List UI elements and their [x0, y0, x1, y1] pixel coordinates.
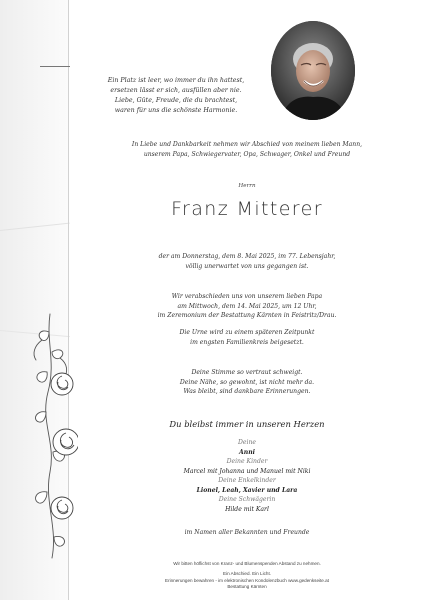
children-names: Marcel mit Johanna und Manuel mit Niki [183, 467, 311, 475]
sister-in-law-name: Hilde mit Karl [225, 505, 269, 513]
grandchildren-label: Deine Enkelkinder [218, 477, 276, 484]
poem-line: Liebe, Güte, Freude, die du brachtest, [114, 96, 238, 104]
children-label: Deine Kinder [226, 458, 268, 465]
wife-label: Deine [238, 439, 256, 446]
urn-line: Die Urne wird zu einem späteren Zeitpunkt [179, 329, 315, 336]
intro-text [70, 140, 424, 159]
closing-verse [70, 368, 424, 397]
poem-line: waren für uns die schönste Harmonie. [114, 106, 238, 114]
footer-request: Wir bitten höflichst von Kranz- und Blumenspenden Abstand zu nehmen. [173, 561, 321, 566]
funeral-line: Wir verabschieden uns von unserem lieben Papa [171, 293, 323, 300]
footer-line: Bestattung Kärnten [227, 584, 267, 590]
intro-line: unserem Papa, Schwiegervater, Opa, Schwager, Onkel und Freund [143, 150, 351, 158]
footer-line: Erinnerungen bewahren - im elektronischen Kondolenzbuch www.gedenkseite.at [165, 577, 329, 583]
portrait-photo [271, 21, 355, 120]
deceased-name: Franz Mitterer [171, 198, 323, 220]
wife-name: Anni [239, 448, 255, 456]
death-notice-line: völlig unerwartet von uns gegangen ist. [185, 262, 309, 270]
intro-line: In Liebe und Dankbarkeit nehmen wir Abschied von meinem lieben Mann, [131, 141, 363, 148]
sister-in-law-label: Deine Schwägerin [218, 496, 276, 503]
death-notice [70, 252, 424, 271]
rose-ornament-icon [22, 312, 78, 560]
portrait-image [271, 21, 355, 120]
death-notice-line: der am Donnerstag, dem 8. Mai 2025, im 77. Lebensjahr, [158, 253, 336, 260]
title-prefix: Herrn [238, 183, 256, 189]
memorial-poem [82, 76, 270, 116]
urn-line: im engsten Familienkreis beigesetzt. [190, 338, 304, 346]
verse-line: Deine Nähe, so gewohnt, ist nicht mehr da. [179, 378, 315, 386]
family-list [70, 438, 424, 514]
poem-line: ersetzen lässt er sich, ausfüllen aber nie. [110, 86, 242, 94]
closing-line: im Namen aller Bekannten und Freunde [184, 529, 310, 536]
urn-notice [70, 328, 424, 347]
verse-line: Was bleibt, sind dankbare Erinnerungen. [183, 388, 311, 396]
funeral-details [70, 292, 424, 321]
funeral-line: am Mittwoch, dem 14. Mai 2025, um 12 Uhr, [177, 302, 317, 310]
verse-line: Deine Stimme so vertraut schweigt. [191, 369, 303, 376]
grandchildren-names: Lionel, Leah, Xavier und Lara [196, 486, 298, 494]
horizontal-ornament-line [40, 66, 70, 67]
footer [70, 561, 424, 591]
funeral-line: im Zeremonium der Bestattung Kärnten in Feistritz/Drau. [157, 312, 337, 320]
poem-line: Ein Platz ist leer, wo immer du ihn hattest, [107, 77, 245, 84]
footer-line: Ein Abschied. Ein Licht. [222, 570, 271, 576]
heart-line: Du bleibst immer in unseren Herzen [169, 419, 325, 429]
